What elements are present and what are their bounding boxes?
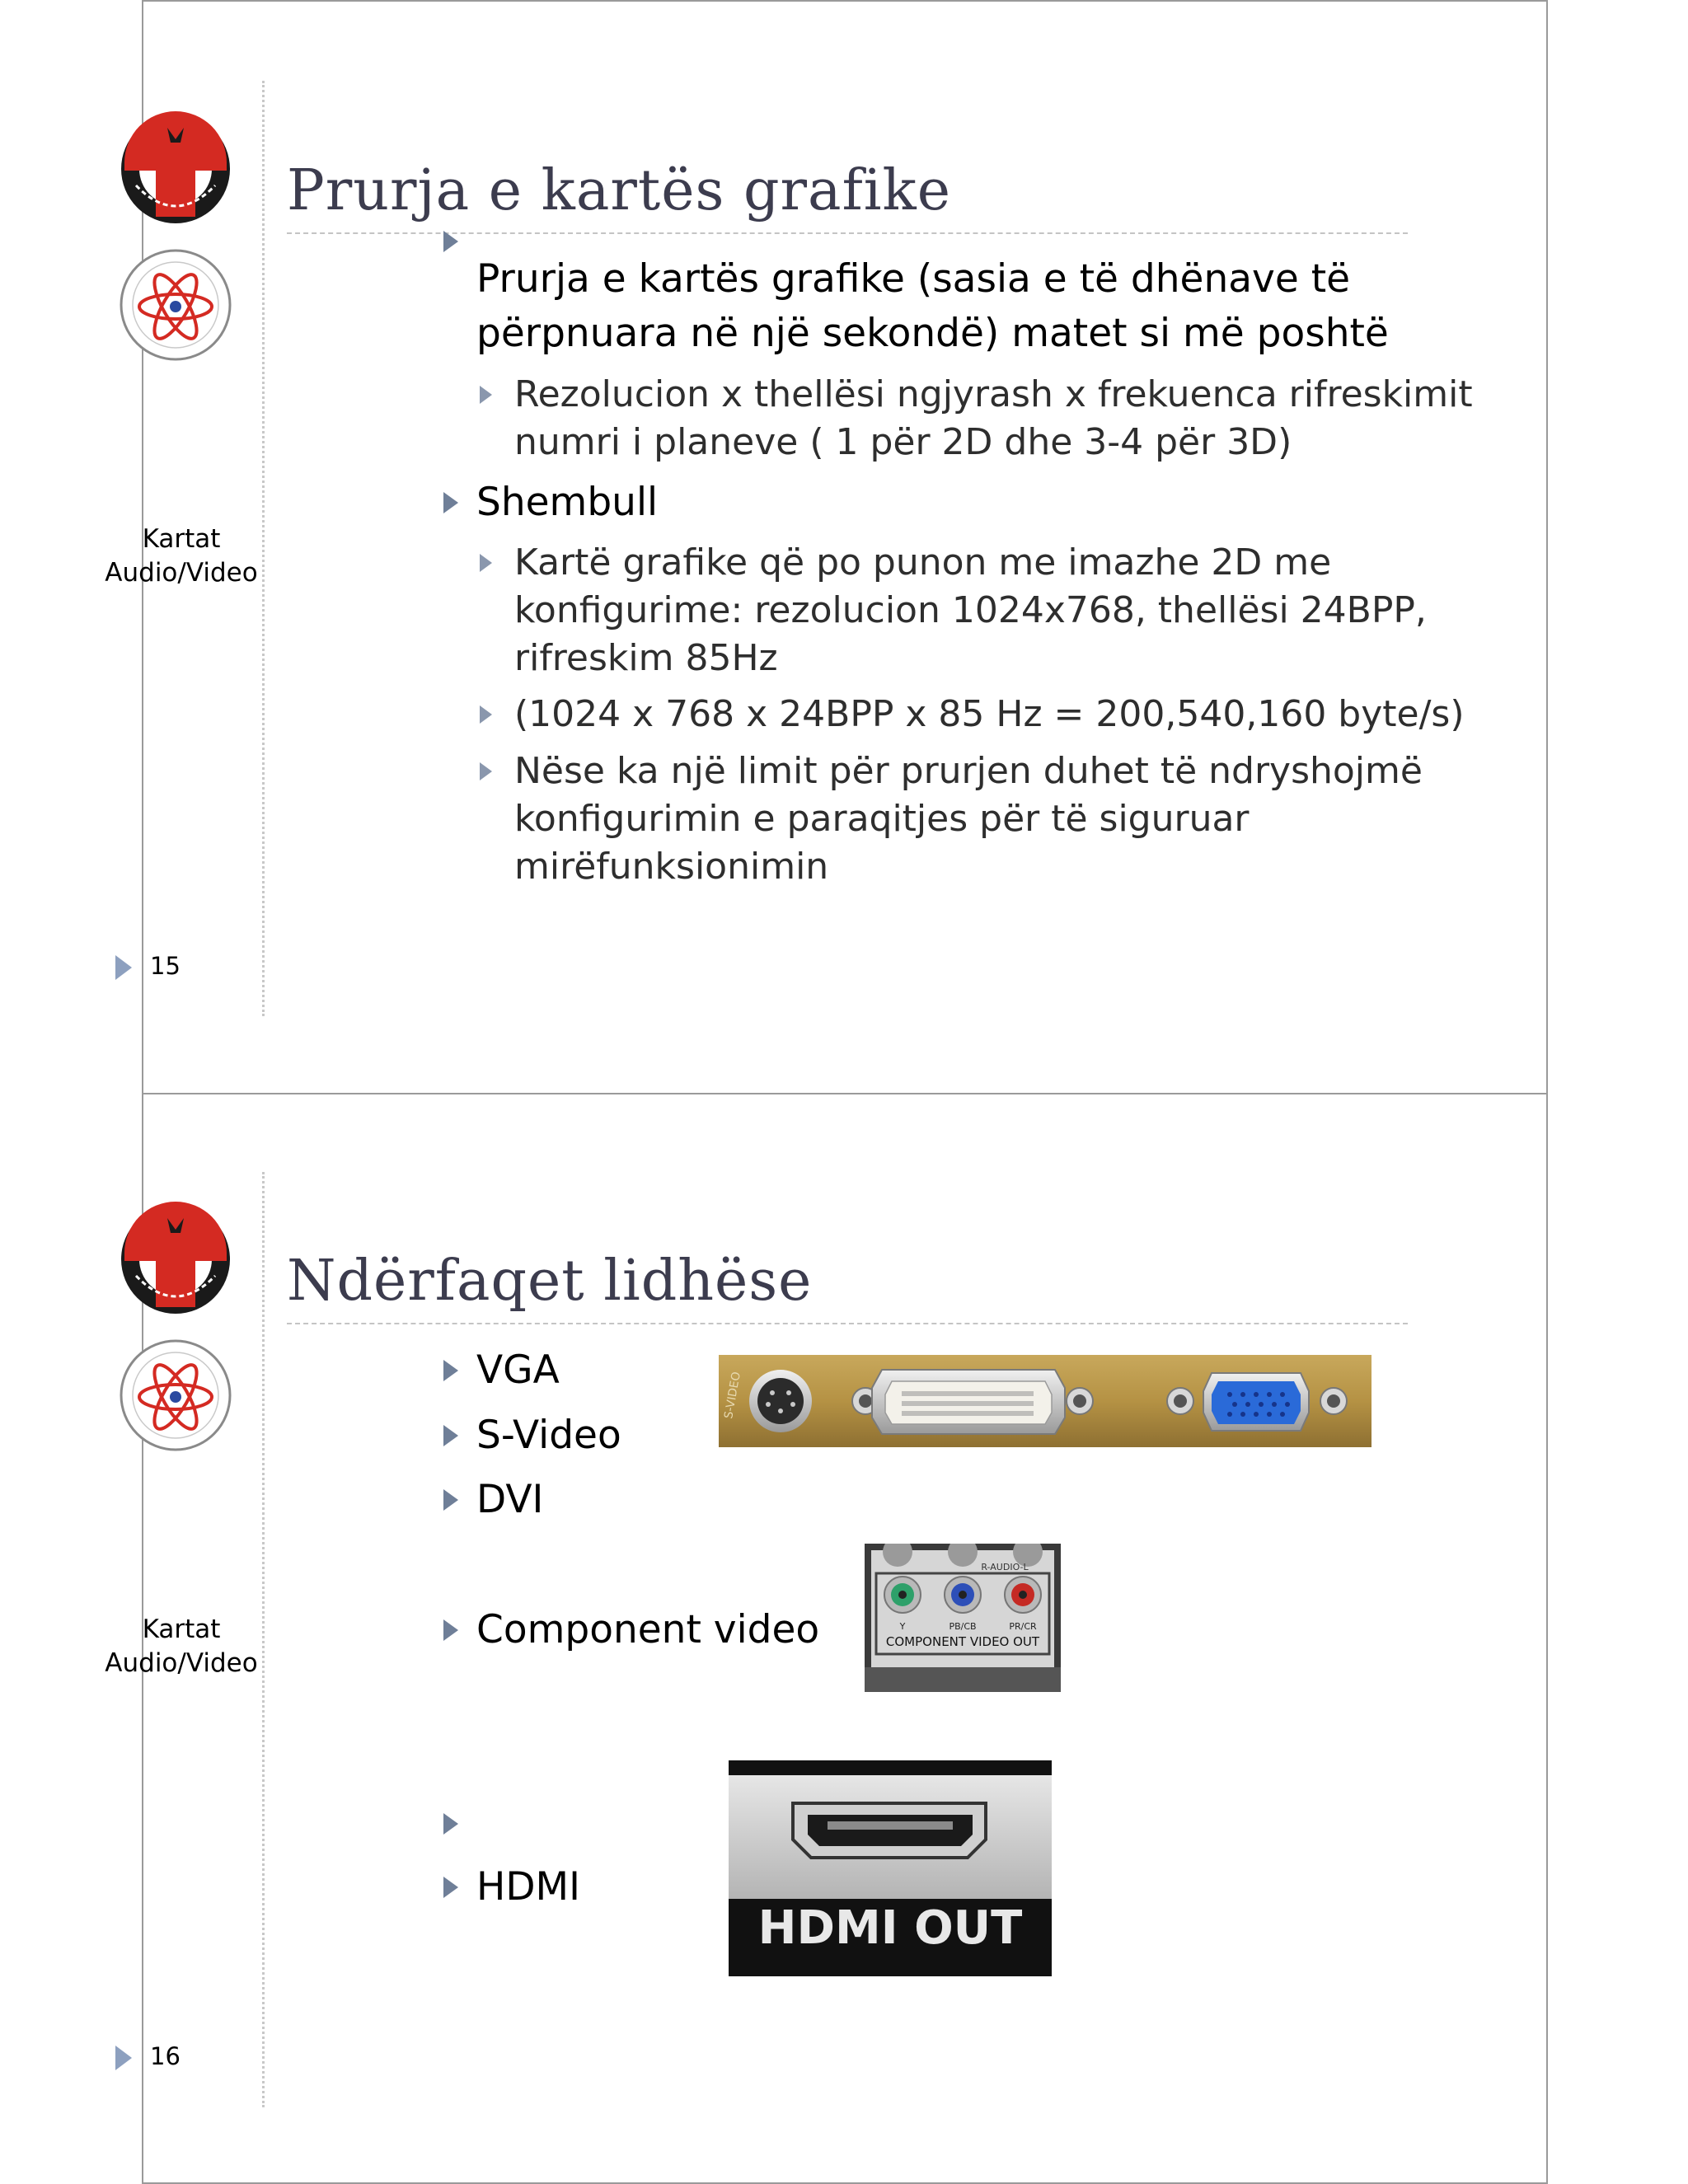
sub-bullet-line: konfigurime: rezolucion 1024x768, thellësi 24BPP, bbox=[514, 589, 1427, 631]
bullet-line: përpnuara në një sekondë) matet si më poshtë bbox=[476, 311, 1389, 356]
bullet-icon bbox=[443, 231, 458, 252]
sub-bullet-text bbox=[514, 748, 1423, 891]
bullet-text: S-Video bbox=[476, 1413, 621, 1458]
sub-bullet-icon bbox=[480, 386, 492, 404]
sidebar-label-line2: Audio/Video bbox=[105, 558, 258, 588]
faculty-atom-logo-icon bbox=[118, 1338, 233, 1453]
audio-label: R-AUDIO-L bbox=[981, 1562, 1029, 1572]
page-number-text: 15 bbox=[150, 952, 181, 980]
bullet-text: Component video bbox=[476, 1607, 820, 1652]
bullet-text: DVI bbox=[476, 1477, 544, 1522]
bullet-icon bbox=[443, 1877, 458, 1898]
bullet-icon bbox=[443, 1619, 458, 1641]
sidebar-label bbox=[74, 523, 288, 590]
component-caption: COMPONENT VIDEO OUT bbox=[885, 1634, 1040, 1649]
component-video-photo bbox=[865, 1544, 1061, 1692]
page-marker-icon bbox=[115, 955, 132, 980]
bullet-text: Shembull bbox=[476, 480, 659, 525]
sub-bullet-icon bbox=[480, 554, 492, 572]
bullet-icon bbox=[443, 1425, 458, 1446]
sub-bullet-line: konfigurimin e paraqitjes për të siguruar bbox=[514, 798, 1250, 840]
sidebar-label-line1: Kartat bbox=[142, 1615, 221, 1644]
page-number bbox=[115, 2042, 181, 2070]
sub-bullet-line: mirëfunksionimin bbox=[514, 846, 829, 888]
slide-title: Ndërfaqet lidhëse bbox=[287, 1249, 813, 1314]
sub-bullet-line: rifreskim 85Hz bbox=[514, 637, 778, 679]
pr-label: PR/CR bbox=[1009, 1621, 1037, 1632]
bullet-icon bbox=[443, 1813, 458, 1835]
sub-bullet-line: numri i planeve ( 1 për 2D dhe 3-4 për 3D) bbox=[514, 421, 1292, 463]
svideo-label: S-VIDEO bbox=[722, 1371, 743, 1420]
title-divider bbox=[287, 1323, 1408, 1324]
sub-bullet-line: Nëse ka një limit për prurjen duhet të ndryshojmë bbox=[514, 750, 1423, 792]
slide-title: Prurja e kartës grafike bbox=[287, 158, 951, 223]
sub-bullet-icon bbox=[480, 762, 492, 780]
bullet-icon bbox=[443, 1489, 458, 1511]
university-logo-icon bbox=[118, 1202, 233, 1317]
sidebar-label-line1: Kartat bbox=[142, 524, 221, 554]
faculty-atom-logo-icon bbox=[118, 247, 233, 363]
bullet-icon bbox=[443, 492, 458, 513]
hdmi-caption: HDMI OUT bbox=[757, 1901, 1023, 1955]
sub-bullet-text: (1024 x 768 x 24BPP x 85 Hz = 200,540,160 byte/s) bbox=[514, 693, 1465, 735]
page-marker-icon bbox=[115, 2046, 132, 2070]
sub-bullet-text bbox=[514, 371, 1473, 466]
page-number bbox=[115, 952, 181, 980]
sub-bullet-icon bbox=[480, 705, 492, 724]
sub-bullet-line: Kartë grafike që po punon me imazhe 2D me bbox=[514, 541, 1332, 583]
bullet-line: Prurja e kartës grafike (sasia e të dhënave të bbox=[476, 256, 1351, 302]
sidebar-label-line2: Audio/Video bbox=[105, 1648, 258, 1678]
sub-bullet-line: Rezolucion x thellësi ngjyrash x frekuenca rifreskimit bbox=[514, 373, 1473, 415]
pb-label: PB/CB bbox=[949, 1621, 977, 1632]
y-label: Y bbox=[899, 1621, 906, 1632]
page-number-text: 16 bbox=[150, 2042, 181, 2070]
bullet-icon bbox=[443, 1360, 458, 1381]
university-logo-icon bbox=[118, 111, 233, 227]
sub-bullet-text bbox=[514, 539, 1427, 682]
connectors-panel-photo bbox=[719, 1355, 1372, 1447]
bullet-text: HDMI bbox=[476, 1864, 580, 1910]
hdmi-photo bbox=[729, 1760, 1052, 1976]
bullet-text: VGA bbox=[476, 1347, 560, 1393]
bullet-text bbox=[476, 252, 1389, 361]
sidebar-label bbox=[74, 1613, 288, 1680]
